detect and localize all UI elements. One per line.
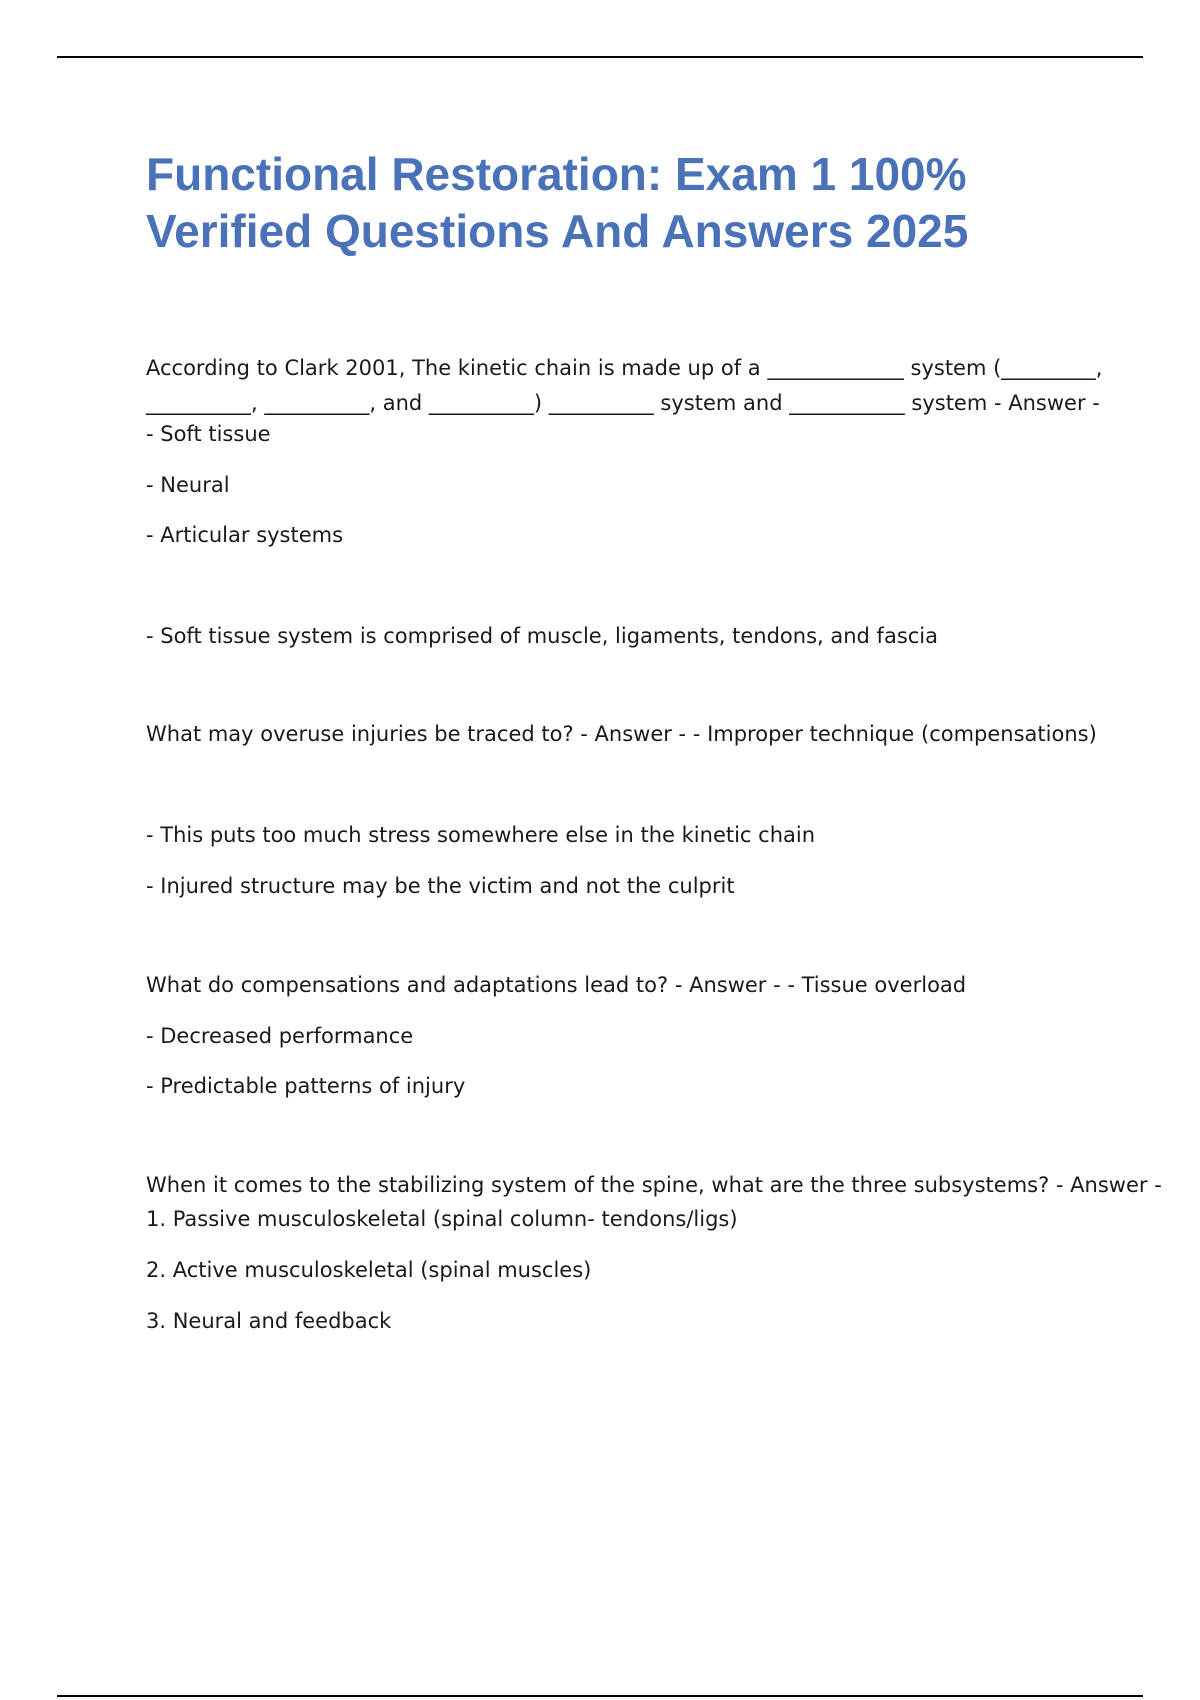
bottom-rule [57, 1695, 1143, 1697]
answer-line: - Predictable patterns of injury [146, 1074, 466, 1098]
question-1-line-1: According to Clark 2001, The kinetic chain is made up of a _____________ system (_________, [146, 356, 1103, 380]
answer-line: 1. Passive musculoskeletal (spinal column- tendons/ligs) [146, 1207, 738, 1231]
document-title [146, 146, 1106, 260]
answer-line: 3. Neural and feedback [146, 1309, 392, 1333]
answer-line: - Soft tissue [146, 422, 271, 446]
question-4-line: When it comes to the stabilizing system of the spine, what are the three subsystems? - Answer - [146, 1173, 1162, 1197]
title-line-2: Verified Questions And Answers 2025 [146, 205, 969, 257]
answer-line: - Soft tissue system is comprised of muscle, ligaments, tendons, and fascia [146, 624, 939, 648]
question-2-line: What may overuse injuries be traced to? - Answer - - Improper technique (compensations) [146, 722, 1097, 746]
answer-line: - Decreased performance [146, 1024, 414, 1048]
answer-line: - Articular systems [146, 523, 344, 547]
answer-line: 2. Active musculoskeletal (spinal muscles) [146, 1258, 592, 1282]
answer-line: - This puts too much stress somewhere else in the kinetic chain [146, 823, 816, 847]
question-3-line: What do compensations and adaptations lead to? - Answer - - Tissue overload [146, 973, 967, 997]
answer-line: - Injured structure may be the victim and not the culprit [146, 874, 735, 898]
top-rule [57, 56, 1143, 58]
answer-line: - Neural [146, 473, 230, 497]
question-1-line-2: __________, __________, and __________) __________ system and ___________ system - Answer - [146, 391, 1100, 415]
title-line-1: Functional Restoration: Exam 1 100% [146, 148, 967, 200]
